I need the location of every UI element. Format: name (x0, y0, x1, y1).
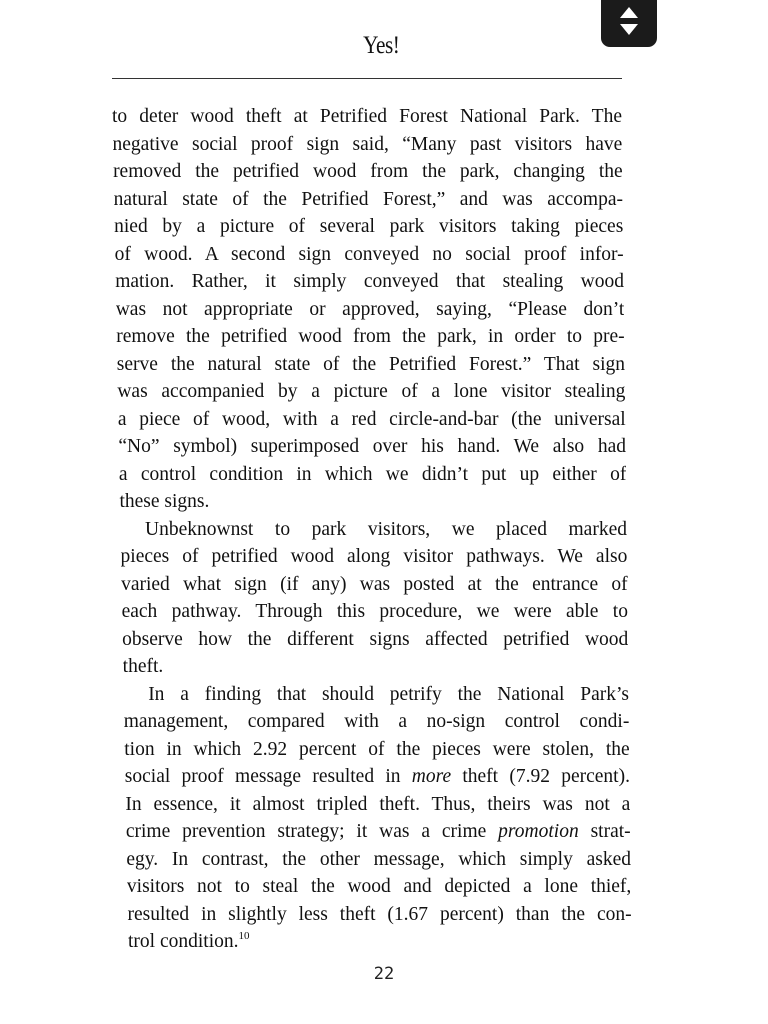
text-run: management, compared with a no-sign control condi- (123, 711, 630, 732)
text-line (117, 380, 625, 404)
text-run: of wood. A second sign conveyed no social proof infor- (114, 243, 624, 265)
text-line (115, 270, 624, 294)
emphasis-text: promotion (498, 821, 579, 842)
text-run: resulted in slightly less theft (1.67 percent) than the con- (127, 903, 632, 925)
text-run: theft. (122, 656, 164, 677)
text-line (148, 683, 629, 707)
text-line (113, 133, 623, 157)
text-run: trol condition. (128, 931, 239, 952)
footnote-marker: 10 (238, 930, 250, 942)
text-run: removed the petrified wood from the park, changing the (113, 161, 623, 182)
text-line (125, 793, 630, 817)
text-run: observe how the different signs affected petrified wood (122, 628, 629, 650)
text-line (122, 628, 628, 652)
header-rule (112, 78, 622, 79)
text-line (119, 490, 626, 514)
text-run: visitors not to steal the wood and depicted a lone thief, (126, 876, 632, 897)
text-run: “No” symbol) superimposed over his hand. We also had (118, 436, 626, 457)
text-run: social proof message resulted in (124, 766, 412, 787)
emphasis-text: more (411, 766, 452, 787)
text-line (117, 353, 625, 377)
text-run: nied by a picture of several park visitors taking pieces (114, 216, 624, 237)
text-run: natural state of the Petrified Forest,” and was accompa- (113, 188, 623, 210)
text-run: pieces of petrified wood along visitor pathways. We also (120, 546, 628, 567)
text-run: negative social proof sign said, “Many past visitors have (112, 133, 623, 155)
text-run: these signs. (119, 491, 210, 512)
text-line (118, 435, 626, 459)
text-run: was accompanied by a picture of a lone visitor stealing (117, 381, 626, 402)
text-run: In a finding that should petrify the National Park’s (148, 683, 629, 705)
text-run: Unbeknownst to park visitors, we placed marked (145, 518, 627, 540)
text-line (124, 738, 629, 762)
text-line (121, 545, 628, 569)
text-run: a piece of wood, with a red circle-and-bar (the universal (117, 408, 626, 430)
text-line (124, 710, 630, 734)
text-line (112, 105, 622, 129)
text-run: theft (7.92 percent). (451, 766, 630, 787)
text-line (119, 463, 626, 487)
text-line (123, 655, 629, 679)
text-line (145, 518, 627, 542)
text-run: tion in which 2.92 percent of the pieces were stolen, the (124, 738, 630, 760)
text-line (126, 820, 631, 844)
text-line (114, 188, 623, 212)
text-line (121, 573, 628, 597)
text-line (114, 215, 623, 239)
text-line (125, 765, 630, 789)
text-line (127, 875, 631, 899)
text-run: In essence, it almost tripled theft. Thus, theirs was not a (125, 793, 631, 815)
text-line (122, 600, 628, 624)
text-line (116, 325, 624, 349)
text-run: was not appropriate or approved, saying, “Please don’t (115, 298, 625, 320)
text-run: strat- (578, 821, 631, 842)
text-run: varied what sign (if any) was posted at the entrance of (121, 573, 628, 595)
text-run: a control condition in which we didn’t put up either of (118, 463, 627, 485)
text-run: serve the natural state of the Petrified Forest.” That sign (116, 353, 625, 375)
text-line (127, 903, 631, 927)
text-run: mation. Rather, it simply conveyed that stealing wood (115, 271, 624, 292)
text-run: egy. In contrast, the other message, which simply asked (126, 848, 631, 870)
text-line (128, 930, 632, 954)
running-head: Yes! (363, 32, 400, 59)
text-line (116, 298, 625, 322)
text-line (118, 408, 626, 432)
text-run: remove the petrified wood from the park, in order to pre- (116, 326, 625, 347)
text-run: each pathway. Through this procedure, we were able to (121, 601, 628, 622)
text-line (115, 243, 624, 267)
text-line (113, 160, 623, 184)
text-run: to deter wood theft at Petrified Forest National Park. The (112, 106, 622, 127)
text-line (126, 848, 631, 872)
scroll-up-icon[interactable] (620, 7, 638, 18)
page-number: 22 (373, 964, 395, 984)
text-run: crime prevention strategy; it was a crime (125, 821, 499, 842)
